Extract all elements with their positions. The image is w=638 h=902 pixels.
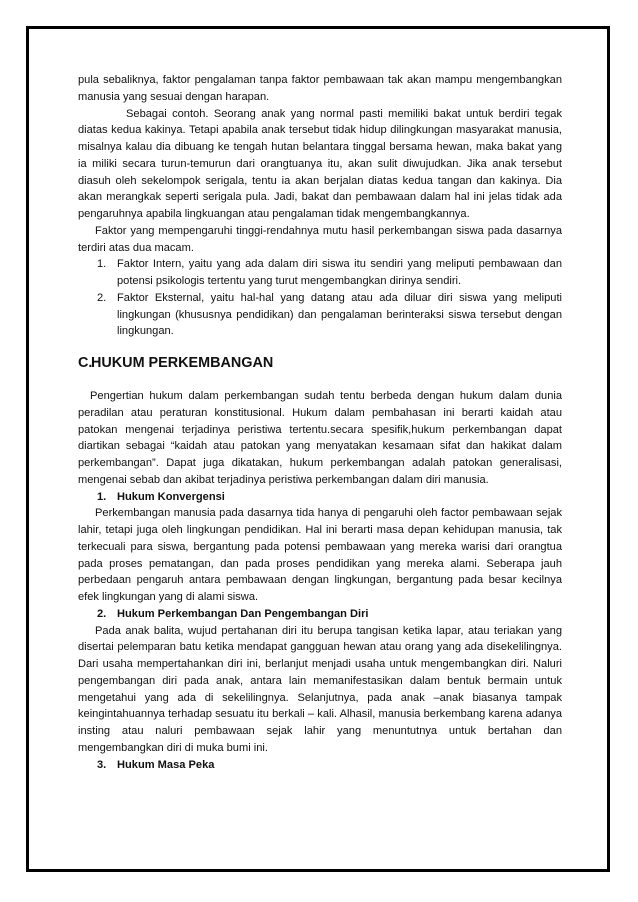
list-text: Faktor Eksternal, yaitu hal-hal yang datang atau ada diluar diri siswa yang meliputi lingkungan (khususnya pendidikan) dan pengalaman berinteraksi siswa tersebut dengan lingkungan. [117, 291, 562, 338]
list-item [78, 290, 562, 340]
list-text: Faktor Intern, yaitu yang ada dalam diri siswa itu sendiri yang meliputi pembawaan dan potensi psikologis tertentu yang turut mengembangkan dirinya sendiri. [117, 258, 562, 287]
document-body [78, 72, 562, 773]
subsection-heading [78, 489, 562, 506]
subsection-title: Hukum Perkembangan Dan Pengembangan Diri [117, 607, 369, 620]
list-number: 2. [97, 291, 107, 304]
section-letter: C. [78, 355, 93, 371]
paragraph-intro-1: pula sebaliknya, faktor pengalaman tanpa faktor pembawaan tak akan mampu mengembangkan manusia yang sesuai dengan harapan. [78, 74, 562, 103]
subsection-number: 1. [97, 490, 107, 503]
subsection-paragraph: Perkembangan manusia pada dasarnya tida hanya di pengaruhi oleh factor pembawaan sejak lahir, tetapi juga oleh lingkungan pendidikan. Hal ini berarti masa depan kehidupan manusia, tak terkecuali para siswa, bergantung pada potensi pembawaan yang mereka warisi dari orangtua pada proses pematangan, dan pada proses pendidikan yang mereka alami. Seberapa jauh perbedaan pengaruh antara pembawaan dengan lingkungan, bergantung pada besar kecilnya efek lingkungan yang di alami siswa. [78, 507, 562, 603]
section-heading [78, 354, 562, 372]
subsection-number: 3. [97, 758, 107, 771]
subsection-heading [78, 606, 562, 623]
paragraph-example: Sebagai contoh. Seorang anak yang normal pasti memiliki bakat untuk berdiri tegak diatas kedua kakinya. Tetapi apabila anak tersebut tidak hidup dilingkungan masyarakat manusia, misalnya kalau dia dibuang ke tengah hutan belantara tinggal bersama hewan, maka bakat yang ia miliki secara turun-temurun dari orangtuanya itu, akan sulit diwujudkan. Jika anak tersebut diasuh oleh sekelompok serigala, tentu ia akan berjalan diatas kedua tangan dan kakinya. Dia akan merangkak seperti serigala pula. Jadi, bakat dan pembawaan dalam hal ini jelas tidak ada pengaruhnya apabila lingkuangan atau pengalaman tidak mengembangkannya. [78, 107, 562, 220]
subsection-title: Hukum Konvergensi [117, 490, 225, 503]
subsection-heading [78, 757, 562, 774]
list-number: 1. [97, 258, 107, 271]
section-title: HUKUM PERKEMBANGAN [91, 355, 274, 371]
factor-list [78, 256, 562, 340]
list-item [78, 256, 562, 290]
subsection-number: 2. [97, 607, 107, 620]
subsection-title: Hukum Masa Peka [117, 758, 215, 771]
paragraph-factors: Faktor yang mempengaruhi tinggi-rendahnya mutu hasil perkembangan siswa pada dasarnya terdiri atas dua macam. [78, 224, 562, 254]
paragraph-definition: Pengertian hukum dalam perkembangan sudah tentu berbeda dengan hukum dalam dunia peradilan atau peraturan konstitusional. Hukum dalam pembahasan ini berarti kaidah atau patokan mengenai terjadinya peristiwa tertentu.secara spesifik,hukum perkembangan dapat diartikan sebagai “kaidah atau patokan yang menyatakan kesamaan sifat dan hakikat dalam perkembangan”. Dapat juga dikatakan, hukum perkembangan adalah patokan generalisasi, mengenai sebab dan akibat terjadinya peristiwa perkembangan dalam diri manusia. [78, 390, 562, 486]
subsection-paragraph: Pada anak balita, wujud pertahanan diri itu berupa tangisan ketika lapar, atau teriakan yang disertai pelemparan batu ketika mendapat gangguan hewan atau orang yang ada disekelilingnya. Dari usaha mempertahankan diri ini, berlanjut menjadi usaha untuk mengembangkan diri. Naluri pengembangan diri pada anak, antara lain memanifestasikan dalam bentuk bermain untuk mengetahui yang ada di sekelilingnya. Selanjutnya, pada anak –anak biasanya tampak keingintahuannya terhadap sesuatu itu berkali – kali. Alhasil, manusia berkembang karena adanya insting atau naluri pembawaan sejak lahir yang menuntutnya untuk bertahan dan mengembangkan diri di muka bumi ini. [78, 624, 562, 754]
